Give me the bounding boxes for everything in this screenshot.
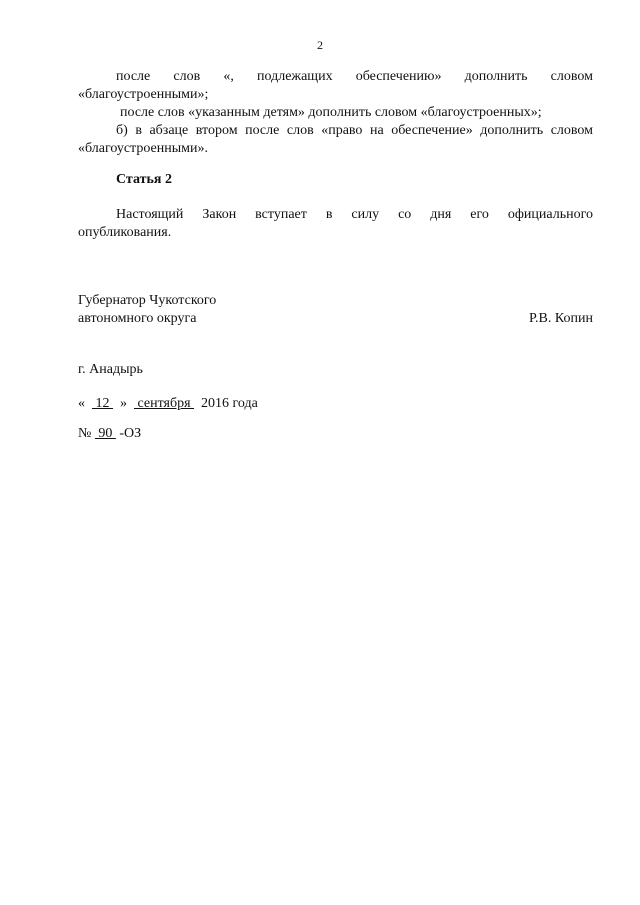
signatory-title-line-1: Губернатор Чукотского [78, 293, 217, 308]
signature-block [78, 292, 593, 328]
paragraph-1-line-2: «благоустроенными»; [78, 87, 209, 102]
page-number: 2 [317, 38, 323, 52]
amendments-block [78, 68, 593, 158]
article-heading: Статья 2 [116, 172, 172, 187]
date-day: 12 [92, 396, 113, 411]
date-open-quote: « [78, 396, 85, 411]
article-text [78, 206, 593, 242]
place-of-signing: г. Анадырь [78, 362, 143, 377]
paragraph-1-line-1: после слов «, подлежащих обеспечению» дополнить словом [116, 69, 593, 84]
date-close-quote: » [120, 396, 127, 411]
date-month: сентября [134, 396, 195, 411]
article-text-line-2: опубликования. [78, 225, 172, 240]
law-number [78, 426, 141, 442]
article-text-line-1: Настоящий Закон вступает в силу со дня его официального [116, 207, 593, 222]
paragraph-2: после слов «указанным детям» дополнить словом «благоустроенных»; [120, 105, 542, 120]
paragraph-3-line-1: б) в абзаце втором после слов «право на обеспечение» дополнить словом [116, 123, 593, 138]
signing-date [78, 396, 258, 412]
law-number-value: 90 [94, 426, 116, 441]
signatory-name: Р.В. Копин [529, 311, 593, 326]
signatory-title-line-2: автономного округа [78, 311, 197, 326]
law-number-prefix: № [78, 426, 92, 441]
law-number-suffix: -ОЗ [119, 426, 142, 441]
date-year: 2016 года [201, 396, 258, 411]
signature-row [78, 310, 593, 328]
paragraph-3-line-2: «благоустроенными». [78, 141, 208, 156]
